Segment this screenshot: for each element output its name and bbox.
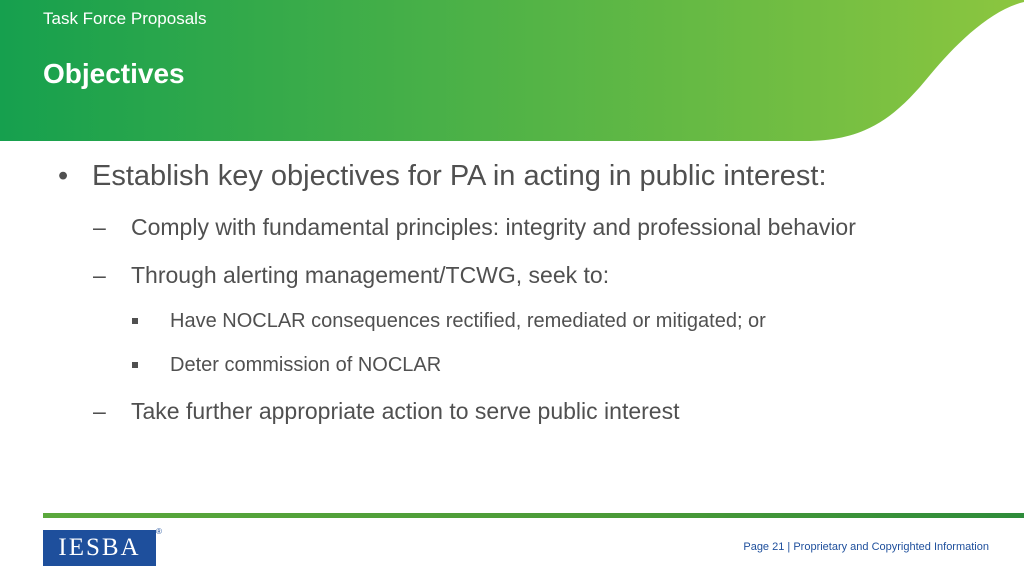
registered-mark: ® (156, 527, 162, 536)
dash-marker: – (93, 398, 106, 424)
main-bullet-text: Establish key objectives for PA in acting in public interest: (92, 160, 827, 192)
footer-divider (43, 513, 1024, 518)
iesba-logo (43, 530, 156, 566)
dash-marker: – (93, 214, 106, 240)
square-bullet-icon (132, 362, 138, 368)
page-number: Page 21 (743, 541, 785, 553)
logo-text: IESBA (58, 534, 141, 561)
dash-marker: – (93, 262, 106, 288)
slide-header (0, 0, 1024, 141)
sub-item-3: Take further appropriate action to serve public interest (131, 398, 680, 424)
nested-item-2: Deter commission of NOCLAR (170, 354, 442, 376)
slide-title: Objectives (43, 58, 185, 89)
footer-info (743, 541, 989, 553)
sub-item-2: Through alerting management/TCWG, seek to: (131, 262, 610, 288)
nested-item-1: Have NOCLAR consequences rectified, remediated or mitigated; or (170, 310, 766, 332)
sub-item-1: Comply with fundamental principles: integrity and professional behavior (131, 214, 856, 240)
square-bullet-icon (132, 318, 138, 324)
proprietary-notice: Proprietary and Copyrighted Information (793, 541, 989, 553)
main-bullet-marker: • (58, 160, 69, 192)
footer-separator: | (787, 541, 791, 553)
slide-subtitle: Task Force Proposals (43, 9, 207, 28)
